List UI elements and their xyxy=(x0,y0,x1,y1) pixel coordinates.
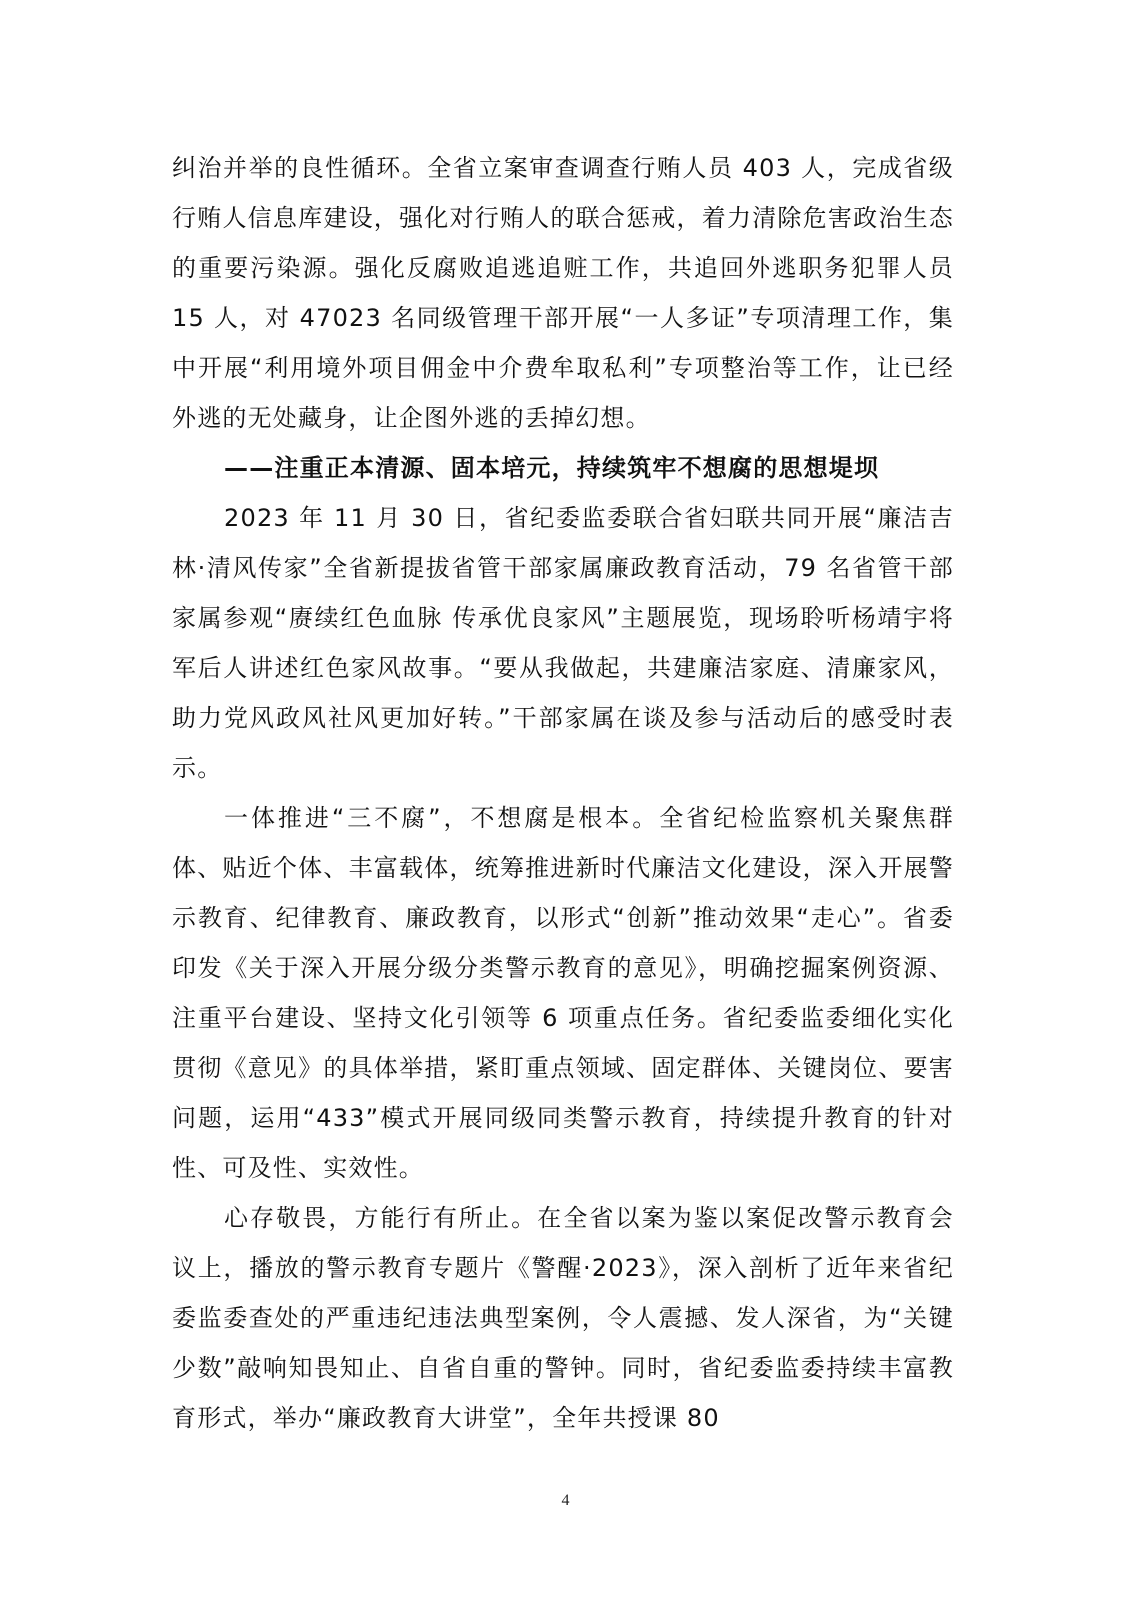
paragraph: 一体推进“三不腐”，不想腐是根本。全省纪检监察机关聚焦群体、贴近个体、丰富载体，统筹推进新时代廉洁文化建设，深入开展警示教育、纪律教育、廉政教育，以形式“创新”推动效果“走心”。省委印发《关于深入开展分级分类警示教育的意见》，明确挖掘案例资源、注重平台建设、坚持文化引领等 6 项重点任务。省纪委监委细化实化贯彻《意见》的具体举措，紧盯重点领域、固定群体、关键岗位、要害问题，运用“433”模式开展同级同类警示教育，持续提升教育的针对性、可及性、实效性。 xyxy=(172,804,954,1182)
paragraph: 2023 年 11 月 30 日，省纪委监委联合省妇联共同开展“廉洁吉林·清风传家”全省新提拔省管干部家属廉政教育活动，79 名省管干部家属参观“赓续红色血脉 传承优良家风”主题展览，现场聆听杨靖宇将军后人讲述红色家风故事。“要从我做起，共建廉洁家庭、清廉家风，助力党风政风社风更加好转。”干部家属在谈及参与活动后的感受时表示。 xyxy=(172,504,954,782)
body-text xyxy=(172,143,954,1443)
page-number: 4 xyxy=(561,1492,570,1509)
section-heading: ——注重正本清源、固本培元，持续筑牢不想腐的思想堤坝 xyxy=(224,454,880,482)
paragraph-continued: 纠治并举的良性循环。全省立案审查调查行贿人员 403 人，完成省级行贿人信息库建设，强化对行贿人的联合惩戒，着力清除危害政治生态的重要污染源。强化反腐败追逃追赃工作，共追回外逃职务犯罪人员 15 人，对 47023 名同级管理干部开展“一人多证”专项清理工作，集中开展“利用境外项目佣金中介费牟取私利”专项整治等工作，让已经外逃的无处藏身，让企图外逃的丢掉幻想。 xyxy=(172,154,954,432)
paragraph: 心存敬畏，方能行有所止。在全省以案为鉴以案促改警示教育会议上，播放的警示教育专题片《警醒·2023》，深入剖析了近年来省纪委监委查处的严重违纪违法典型案例，令人震撼、发人深省，为“关键少数”敲响知畏知止、自省自重的警钟。同时，省纪委监委持续丰富教育形式，举办“廉政教育大讲堂”，全年共授课 80 xyxy=(172,1204,954,1432)
